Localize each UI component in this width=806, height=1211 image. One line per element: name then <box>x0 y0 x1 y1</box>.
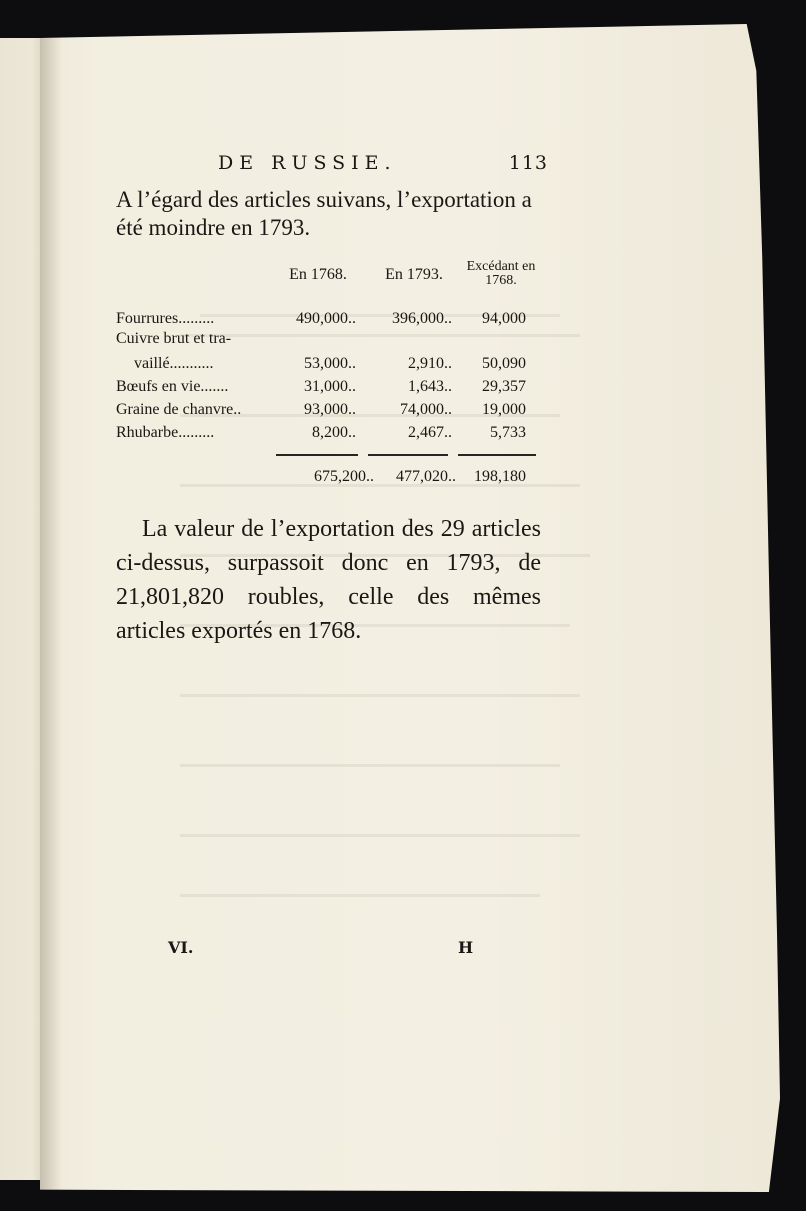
table-row <box>116 330 546 352</box>
total-1793: 477,020.. <box>396 468 456 485</box>
export-table <box>116 258 546 498</box>
total-rule-1768 <box>276 454 358 456</box>
value-1768: 53,000.. <box>304 355 356 372</box>
row-label: vaillé........... <box>134 355 214 372</box>
row-label: Rhubarbe......... <box>116 424 215 441</box>
running-header <box>218 152 548 182</box>
value-excedant: 29,357 <box>482 378 526 395</box>
signature-mark-left: VI. <box>168 938 194 957</box>
totals-row <box>116 468 546 490</box>
total-rule-1793 <box>368 454 448 456</box>
table-row <box>116 310 546 332</box>
value-1793: 396,000.. <box>392 310 452 327</box>
table-row <box>116 355 546 377</box>
table-row <box>116 401 546 423</box>
column-header-1768: En 1768. <box>289 266 347 283</box>
value-excedant: 94,000 <box>482 310 526 327</box>
column-header-excedant: Excédant en 1768. <box>466 259 536 288</box>
value-1793: 74,000.. <box>400 401 452 418</box>
value-1768: 8,200.. <box>312 424 356 441</box>
table-row <box>116 424 546 446</box>
value-1793: 1,643.. <box>408 378 452 395</box>
facing-page-edge <box>0 38 47 1180</box>
total-excedant: 198,180 <box>474 468 526 485</box>
running-title: DE RUSSIE. <box>218 152 397 174</box>
row-label: Graine de chanvre.. <box>116 401 242 418</box>
value-1768: 31,000.. <box>304 378 356 395</box>
value-1768: 93,000.. <box>304 401 356 418</box>
column-header-1793: En 1793. <box>385 266 443 283</box>
total-1768: 675,200.. <box>314 468 374 485</box>
total-rule-excedant <box>458 454 536 456</box>
conclusion-text: La valeur de l’exportation des 29 articles ci-dessus, surpassoit donc en 1793, de 21,801,820 roubles, celle des mêmes articles exportés en 1768. <box>116 516 541 644</box>
intro-paragraph: A l’égard des articles suivans, l’exportation a été moindre en 1793. <box>116 187 532 240</box>
value-1768: 490,000.. <box>296 310 356 327</box>
row-label: Cuivre brut et tra- <box>116 330 232 347</box>
value-1793: 2,467.. <box>408 424 452 441</box>
conclusion-paragraph <box>116 512 541 648</box>
value-excedant: 50,090 <box>482 355 526 372</box>
value-excedant: 19,000 <box>482 401 526 418</box>
value-excedant: 5,733 <box>490 424 526 441</box>
value-1793: 2,910.. <box>408 355 452 372</box>
table-row <box>116 378 546 400</box>
signature-mark-right: H <box>458 938 474 957</box>
row-label: Fourrures......... <box>116 310 215 327</box>
page-number: 113 <box>508 152 548 174</box>
row-label: Bœufs en vie....... <box>116 378 229 395</box>
